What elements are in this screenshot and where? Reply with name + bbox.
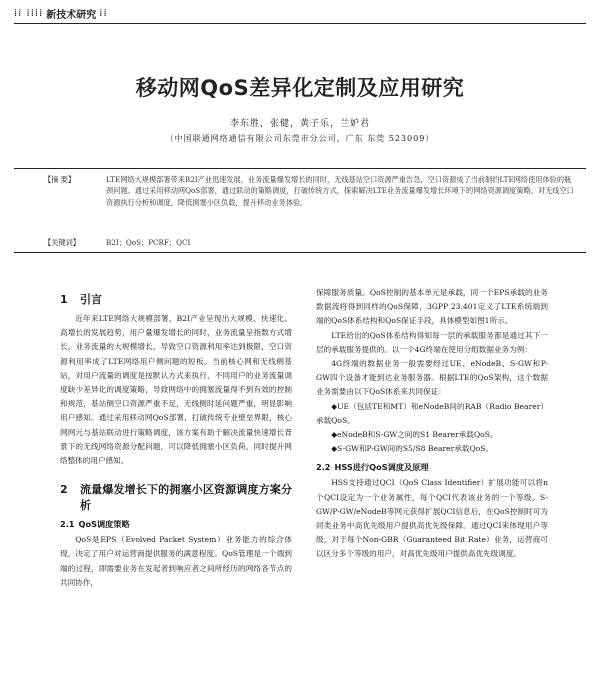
bullet-s5s8-qos: ◆S-GW和P-GW间的S5/S8 Bearer承载QoS。 [331, 444, 494, 454]
header-decoration-end: ⁞⁞ [99, 7, 108, 19]
section-1-number: 1 [60, 293, 68, 306]
right-paragraph-3: 4G终端的数据业务一般需要经过UE、eNodeB、S-GW和P-GW四个设备才能到达业务服务器。根据LTE的QoS架构，这个数据业务需要由以下QoS体系来共同保证： [316, 359, 548, 397]
section-2-1-heading [60, 518, 292, 531]
section-2-title: 流量爆发增长下的拥塞小区资源调度方案分析 [80, 483, 292, 513]
right-column [316, 286, 548, 562]
section-2-1-number: 2.1 [60, 519, 75, 530]
section-1-title: 引言 [80, 293, 102, 306]
left-column [60, 286, 292, 590]
keywords-label: 【关键词】 [44, 238, 80, 247]
abstract-text: LTE网络大规模部署带来B2I产业迅速发展，业务流量爆发增长的同时，无线基站空口资源严重告急，空口资源成了当前制约LTE网络使用体验的瓶颈问题。通过采用移动网QoS部署，通过联动的策略调度，打破传统方式，探索解决LTE业务流量爆发增长环境下的网络资源调度策略，对无线空口资源执行分析和调度，降低拥塞小区负载，提升移动业务体验。 [106, 175, 574, 207]
section-2-number: 2 [60, 483, 68, 497]
section-1-paragraph: 近年来LTE网络大规模部署，B2I产业呈现出大规模、快速化、高增长的发展趋势，用户量爆发增长的同时，业务流量呈指数方式增长，业务流量的大规模增长，导致空口资源利用率达到极限，空口资源利用率成了LTE网络用户侧问题的短板。当前核心网和无线侧基站，对用户流量的调度是按默认方式来执行，不同用户的业务流量调度缺少差异化的调度策略，导致网络中的拥塞流量得不到有效的控制和规范，基站侧空口资源严重不足，无线侧时延问题严重，明显影响用户感知。通过采用移动网QoS部署，打破传统专业壁垒界限，核心网网元与基站联动进行策略调度，该方案有助于解决流量快速增长背景下的无线网络资源分配问题，可以降低拥塞小区负荷，同时提升网络整体的用户感知。 [60, 314, 292, 466]
section-2-1-paragraph: QoS是EPS（Evolved Packet System）业务能力的综合体现，决定了用户对运营商提供服务的满意程度。QoS管理是一个端到端的过程，即需要业务在发起者到响应者之间所经历的网络各节点的共同协作， [60, 535, 292, 587]
header-rule [14, 23, 586, 24]
abstract-bottom-rule [14, 252, 586, 253]
keywords-block [44, 237, 574, 248]
section-1-heading [60, 292, 292, 308]
bullet-s1-qos: ◆eNodeB和S-GW之间的S1 Bearer承载QoS。 [331, 430, 498, 440]
journal-header [14, 4, 108, 22]
right-paragraph-2: LTE给出的QoS体系结构得知每一层的承载服务都是通过其下一层的承载服务提供的。以一个4G终端在使用分组数据业务为例： [316, 330, 548, 354]
paper-affiliation: （中国联通网络通信有限公司东莞市分公司，广东 东莞 523009） [165, 134, 435, 143]
right-paragraph-1: 保障服务质量。QoS控制的基本单元是承载，同一个EPS承载的业务数据流将得到同样的QoS保障，3GPP 23.401定义了LTE系统端到端的QoS体系结构和QoS保证手段，具体模型如图1所示。 [316, 288, 548, 326]
section-2-2-paragraph: HSS支持通过QCI（QoS Class Identifier）扩展功能可以将n个QCI设定为一个业务属性，每个QCI代表该业务的一个等级。S-GW/P-GW/eNodeB等网元获得扩展QCI信息后，在QoS控制时可为同类业务中高优先级用户提供高优先级保障。通过QCI来体现用户等级，对于每个Non-GBR（Guaranteed Bit Rate）业务，运营商可以区分多个等级的用户，对高优先级用户提供高优先级调度。 [316, 478, 548, 559]
section-2-2-heading [316, 461, 548, 474]
section-2-heading [60, 482, 292, 514]
keywords-text: B2I；QoS；PCRF；QCI [106, 238, 191, 247]
abstract-top-rule [14, 168, 586, 169]
section-2-1-title: QoS调度策略 [78, 519, 130, 530]
paper-authors: 李东胜，张健，黄子乐，兰妒君 [229, 119, 370, 129]
abstract-label: 【摘 要】 [44, 175, 76, 184]
column-name: 新技术研究 [46, 9, 97, 21]
section-2-2-title: HSS进行QoS调度及原理 [334, 462, 429, 473]
paper-title: 移动网QoS差异化定制及应用研究 [135, 76, 465, 100]
abstract-block [44, 174, 574, 208]
bullet-rab-qos: ◆UE（包括TE和MT）和eNodeB间的RAB（Radio Bearer）承载QoS。 [316, 401, 548, 425]
header-decoration: ⁞⁞ ⁞⁞⁞⁞ [14, 7, 44, 19]
section-2-2-number: 2.2 [316, 462, 331, 473]
